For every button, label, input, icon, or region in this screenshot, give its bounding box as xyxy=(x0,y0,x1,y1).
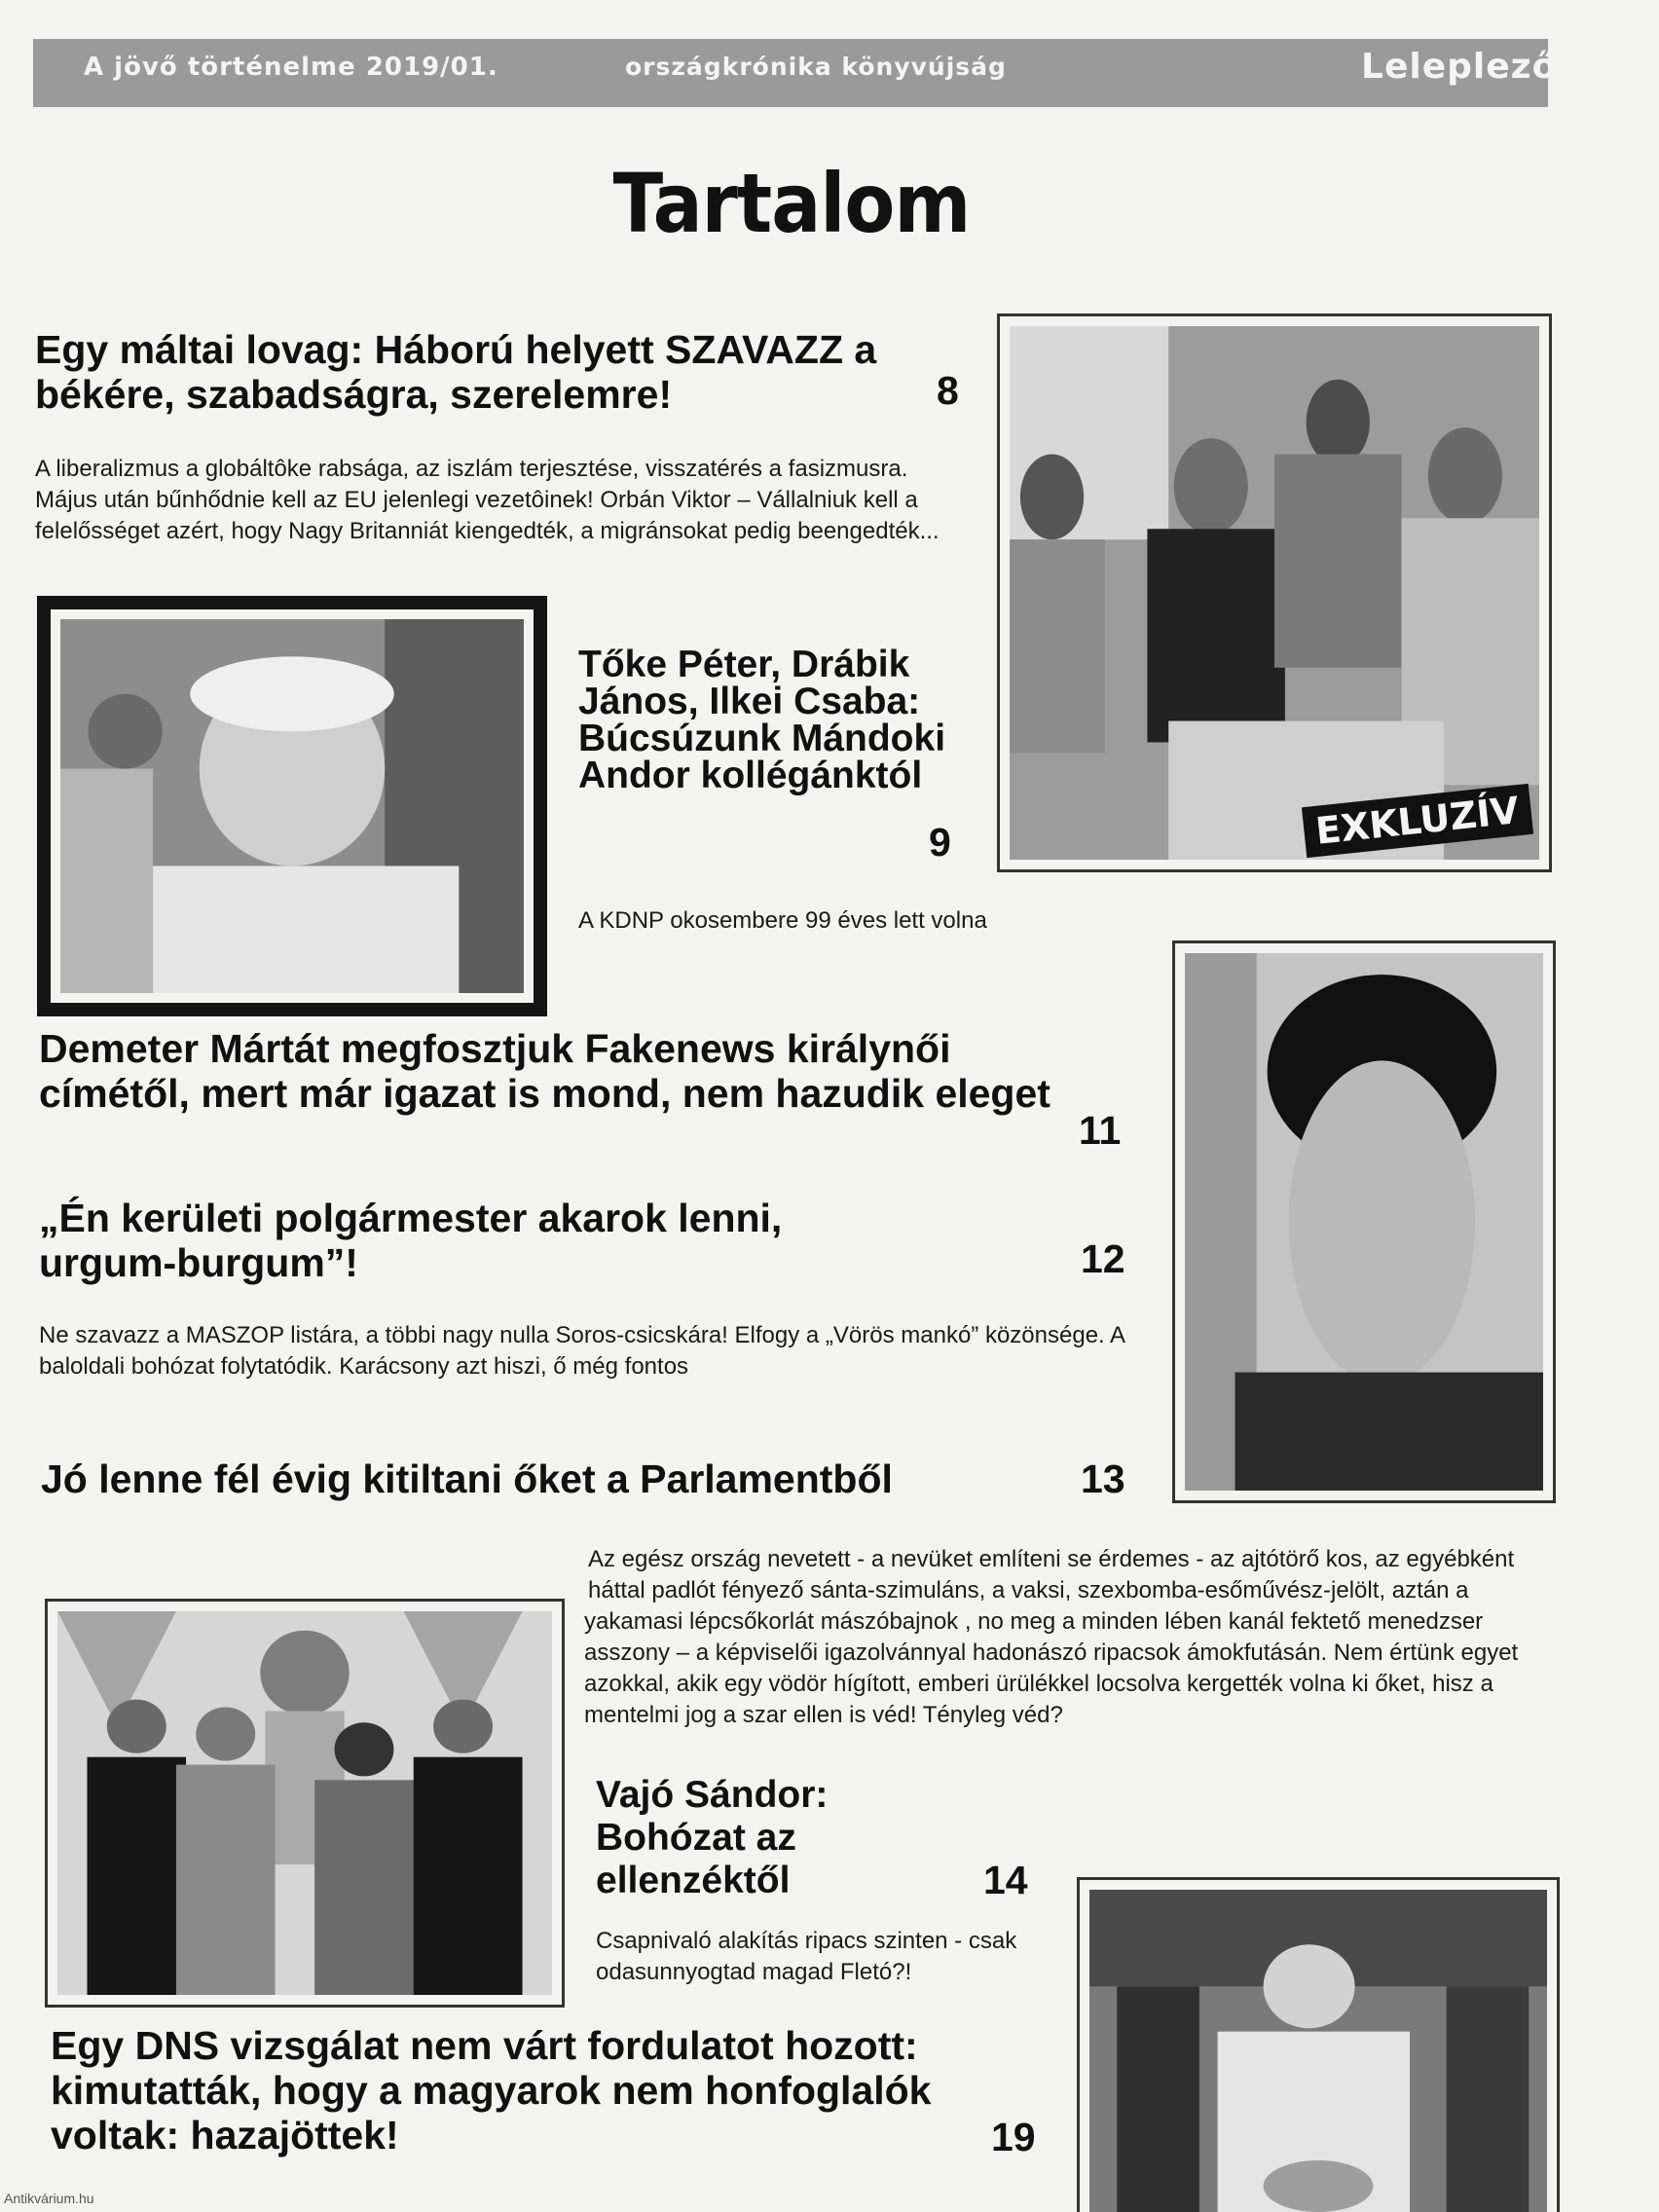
header-issue: A jövő történelme 2019/01. xyxy=(84,53,498,82)
dinner-photo xyxy=(1010,326,1539,860)
article-3-page: 11 xyxy=(1079,1108,1122,1153)
article-4-page: 12 xyxy=(1081,1236,1125,1281)
article-2-page: 9 xyxy=(929,820,951,865)
article-3-headline[interactable]: Demeter Mártát megfosztjuk Fakenews királynői címétől, mert már igazat is mond, nem hazudik eleget xyxy=(39,1026,1051,1116)
group-photo-frame xyxy=(45,1599,565,2008)
article-4-summary: Ne szavazz a MASZOP listára, a többi nagy nulla Soros-csicskára! Elfogy a „Vörös mankó” közönsége. A baloldali bohózat folytatódik. Karácsony azt hiszi, ő még fontos xyxy=(39,1322,1124,1380)
portrait-photo xyxy=(60,619,524,993)
article-5-page: 13 xyxy=(1081,1456,1125,1501)
article-6-headline[interactable]: Vajó Sándor: Bohózat az ellenzéktől xyxy=(596,1774,829,1901)
woman-photo xyxy=(1185,953,1543,1491)
header-band xyxy=(33,39,1558,107)
article-2-summary: A KDNP okosembere 99 éves lett volna xyxy=(578,907,987,934)
article-4-headline[interactable]: „Én kerületi polgármester akarok lenni, urgum-burgum”! xyxy=(39,1196,783,1285)
page-title: Tartalom xyxy=(612,156,971,251)
article-1-page: 8 xyxy=(937,368,959,413)
article-2-headline[interactable]: Tőke Péter, Drábik János, Ilkei Csaba: Búcsúzunk Mándoki Andor kollégánktól xyxy=(578,644,946,796)
article-6-summary: Csapnivaló alakítás ripacs szinten - csak odasunnyogtad magad Fletó?! xyxy=(596,1928,1017,1985)
article-5-headline[interactable]: Jó lenne fél évig kitiltani őket a Parlamentből xyxy=(41,1456,893,1501)
exclusive-badge: EXKLUZÍV xyxy=(1302,784,1533,858)
article-7-page: 19 xyxy=(991,2115,1036,2159)
article-1-summary: A liberalizmus a globáltôke rabsága, az iszlám terjesztése, visszatérés a fasizmusra. Május után bűnhődnie kell az EU jelenlegi vezetôinek! Orbán Viktor – Vállalniuk kell a felelősséget azért, hogy Nagy Britanniát kiengedték, a migránsokat pedig beengedték... xyxy=(35,456,940,544)
article-6-page: 14 xyxy=(983,1858,1028,1902)
woman-photo-frame xyxy=(1172,940,1556,1503)
dinner-photo-frame xyxy=(997,313,1552,872)
crown-photo xyxy=(1089,1890,1547,2212)
watermark: Antikvárium.hu xyxy=(4,2191,94,2206)
article-1-headline[interactable]: Egy máltai lovag: Háború helyett SZAVAZZ a békére, szabadságra, szerelemre! xyxy=(35,327,877,417)
header-section: Leleplező xyxy=(1361,47,1558,87)
crown-photo-frame xyxy=(1077,1877,1560,2212)
article-5-summary: Az egész ország nevetett - a nevüket említeni se érdemes - az ajtótörő kos, az egyébként háttal padlót fényező sánta-szimuláns, a vaksi, szexbomba-esőművész-jelölt, aztán a yakamasi lépcsőkorlát mászóbajnok , no meg a minden lében kanál fektető menedzser asszony – a képviselői igazolvánnyal hadonászó ripacsok ámokfutásán. Nem értünk egyet azokkal, akik egy vödör hígított, emberi ürülékkel locsolva kergették volna ki őket, hisz a mentelmi jog a szar ellen is véd! Tényleg véd? xyxy=(584,1546,1519,1728)
group-photo xyxy=(57,1611,552,1995)
header-series: országkrónika könyvújság xyxy=(625,53,1007,81)
portrait-photo-frame xyxy=(37,596,547,1016)
article-7-headline[interactable]: Egy DNS vizsgálat nem várt fordulatot hozott: kimutatták, hogy a magyarok nem honfoglalók voltak: hazajöttek! xyxy=(51,2023,932,2157)
